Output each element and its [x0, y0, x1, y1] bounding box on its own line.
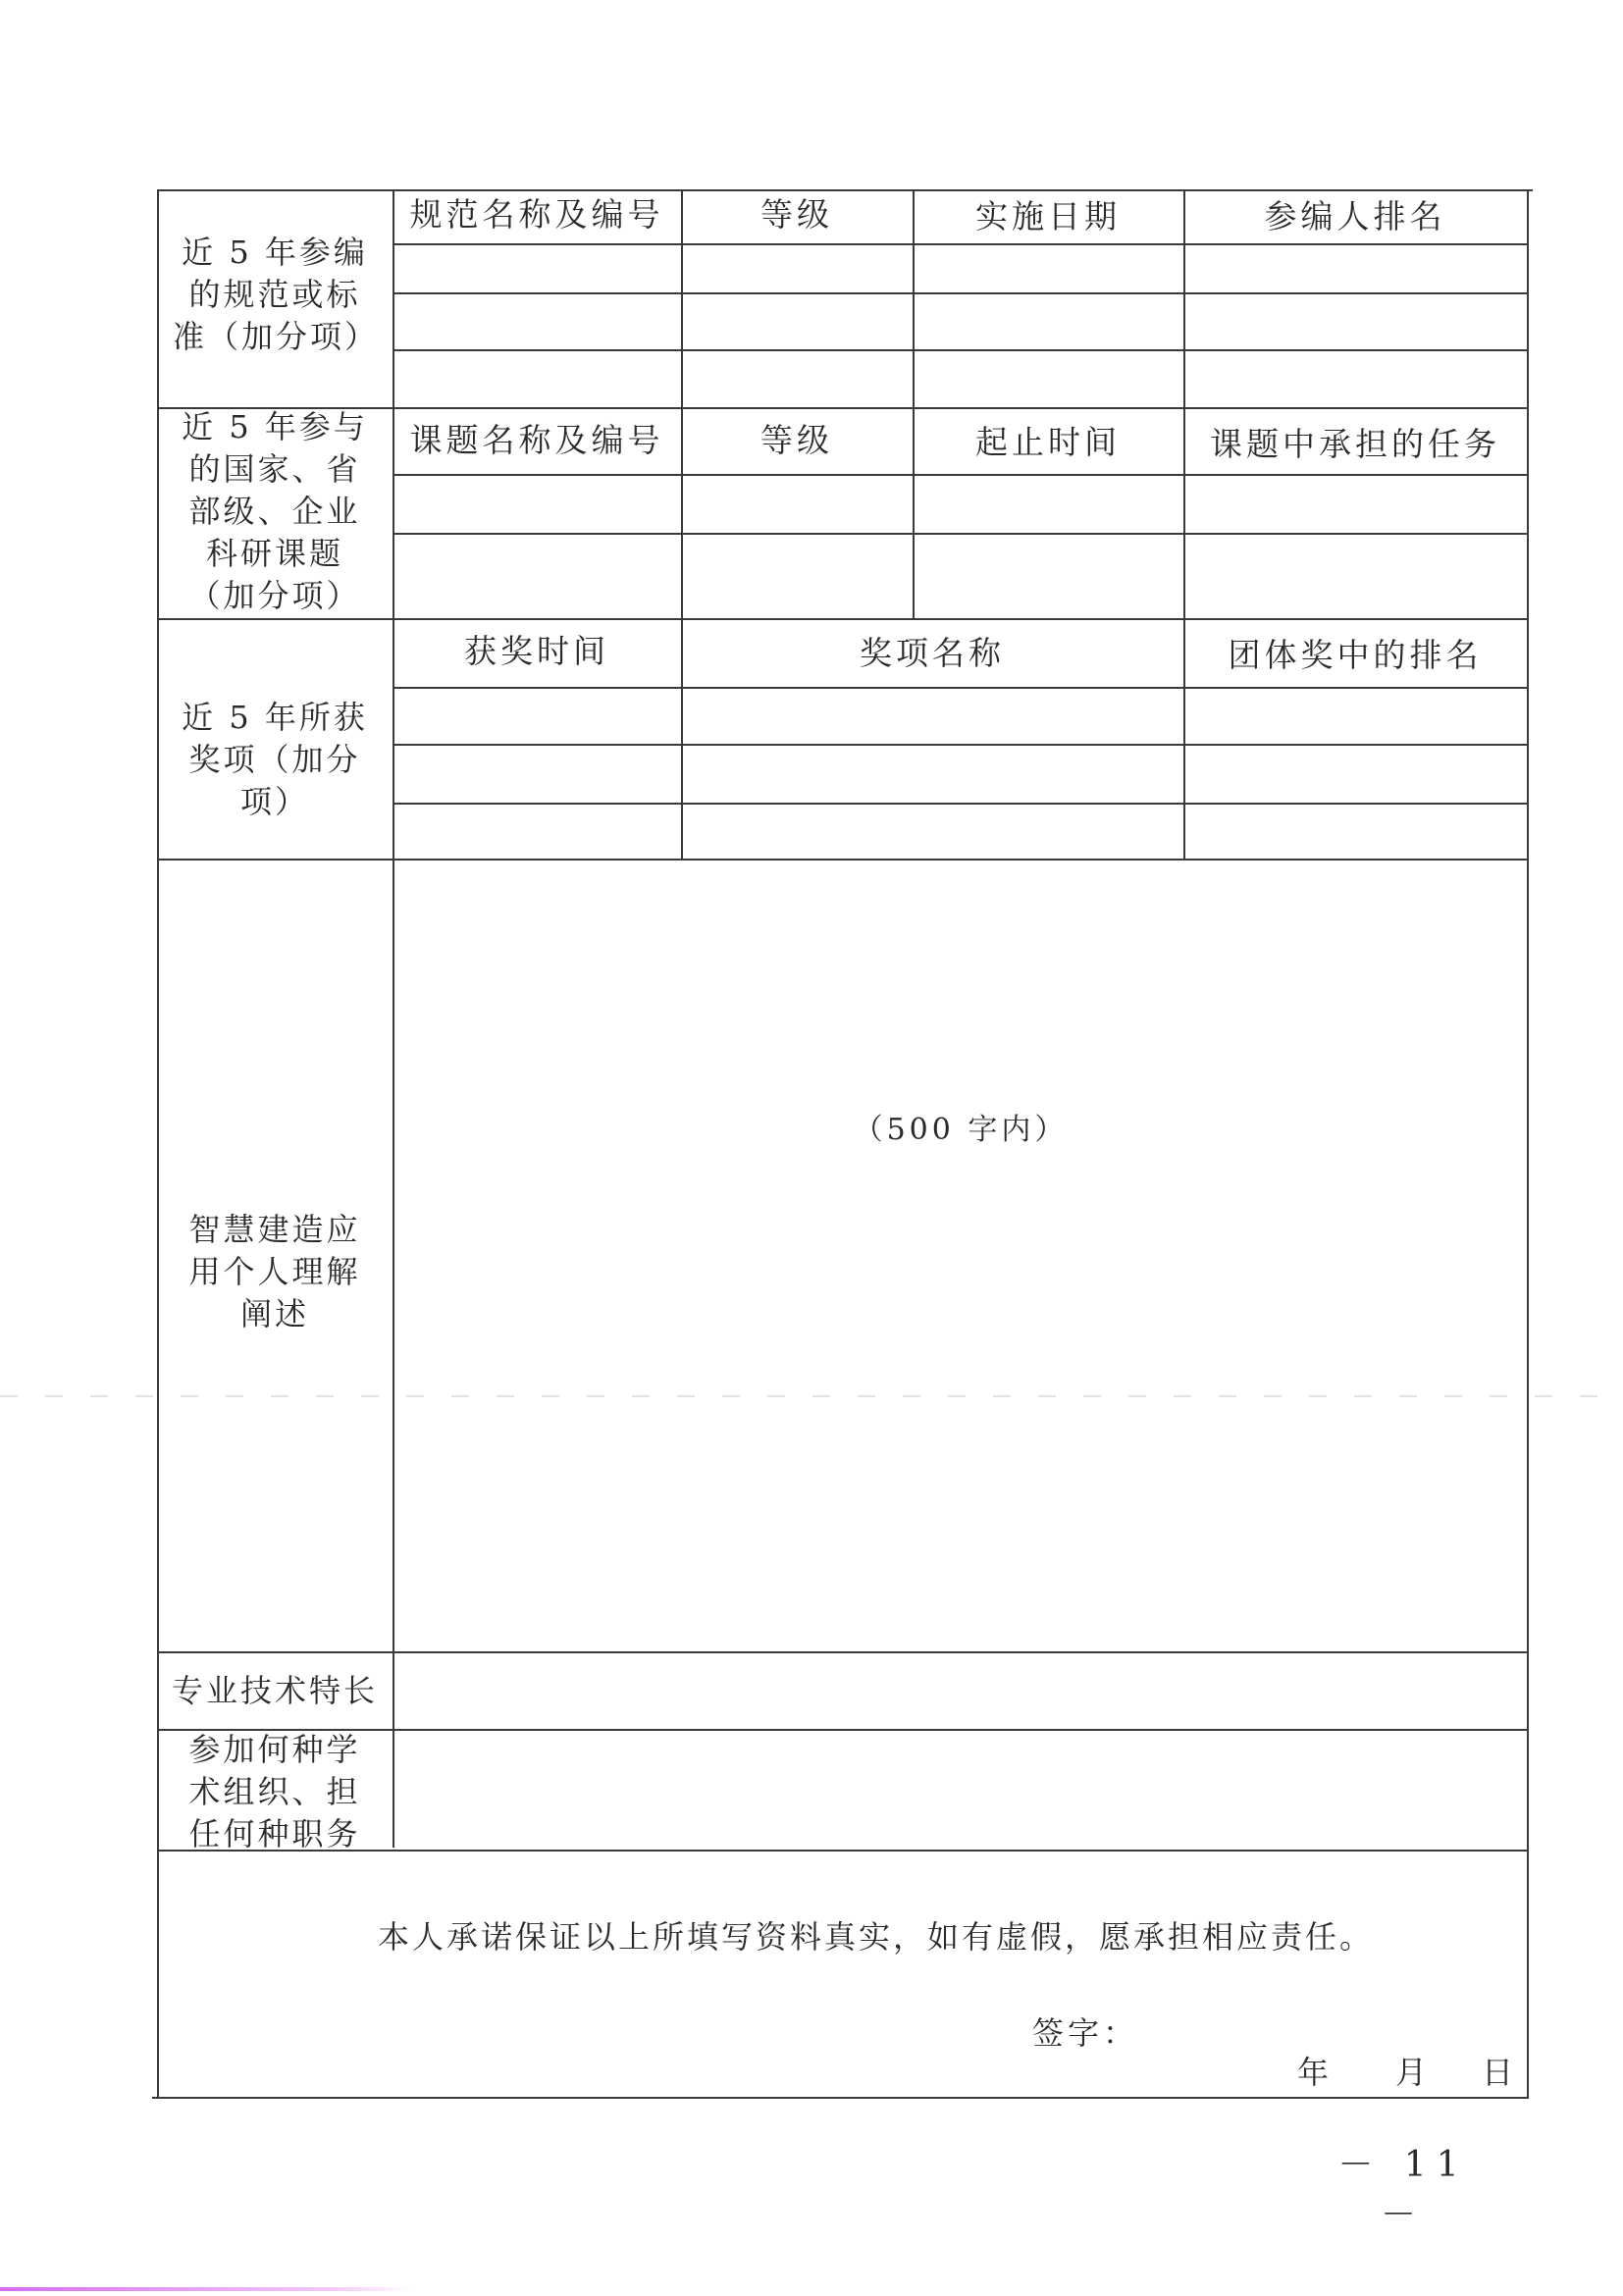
standards-header-level: 等级	[760, 195, 833, 234]
standards-entry-cell[interactable]	[394, 245, 1527, 292]
date-month-label: 月	[1395, 2054, 1432, 2091]
signature-field[interactable]	[1128, 2008, 1403, 2055]
page-number: － 11 －	[1337, 2145, 1469, 2235]
projects-entry-cell[interactable]	[394, 535, 1527, 618]
date-day-label: 日	[1482, 2054, 1518, 2091]
scan-edge-mark	[0, 2287, 412, 2291]
standards-header-name: 规范名称及编号	[409, 195, 664, 234]
scan-artifact-line	[0, 1395, 1623, 1397]
projects-header-period: 起止时间	[975, 423, 1121, 461]
awards-header-name: 奖项名称	[860, 634, 1005, 672]
section-separator	[157, 618, 1529, 620]
standards-entry-cell[interactable]	[394, 294, 1527, 349]
projects-header-level: 等级	[760, 421, 833, 459]
organizations-input[interactable]	[394, 1731, 1527, 1850]
date-year-label: 年	[1297, 2054, 1334, 2091]
table-border-bottom	[152, 2097, 1529, 2099]
projects-label: 近 5 年参与的国家、省部级、企业科研课题（加分项）	[182, 408, 368, 614]
projects-header-name: 课题名称及编号	[409, 421, 664, 459]
declaration-statement: 本人承诺保证以上所填写资料真实，如有虚假，愿承担相应责任。	[378, 1918, 1375, 1956]
awards-header-time: 获奖时间	[464, 632, 609, 670]
awards-label: 近 5 年所获奖项（加分项）	[182, 699, 368, 820]
organizations-label: 参加何种学术组织、担任何种职务	[188, 1731, 361, 1852]
awards-entry-cell[interactable]	[394, 689, 1527, 744]
standards-entry-cell[interactable]	[394, 351, 1527, 407]
specialty-label: 专业技术特长	[171, 1672, 378, 1709]
essay-hint: （500 字内）	[853, 1113, 1069, 1147]
essay-textarea[interactable]	[394, 861, 1527, 1651]
standards-header-rank: 参编人排名	[1264, 197, 1446, 235]
awards-entry-cell[interactable]	[394, 805, 1527, 859]
standards-label: 近 5 年参编的规范或标准（加分项）	[173, 234, 380, 355]
table-border-top	[157, 189, 1533, 191]
standards-header-date: 实施日期	[975, 197, 1121, 235]
awards-entry-cell[interactable]	[394, 746, 1527, 803]
signature-label: 签字：	[1032, 2014, 1139, 2052]
projects-header-task: 课题中承担的任务	[1210, 425, 1500, 463]
essay-label: 智慧建造应用个人理解阐述	[188, 1211, 361, 1332]
projects-entry-cell[interactable]	[394, 476, 1527, 533]
awards-header-rank: 团体奖中的排名	[1228, 636, 1483, 674]
specialty-input[interactable]	[394, 1653, 1527, 1729]
